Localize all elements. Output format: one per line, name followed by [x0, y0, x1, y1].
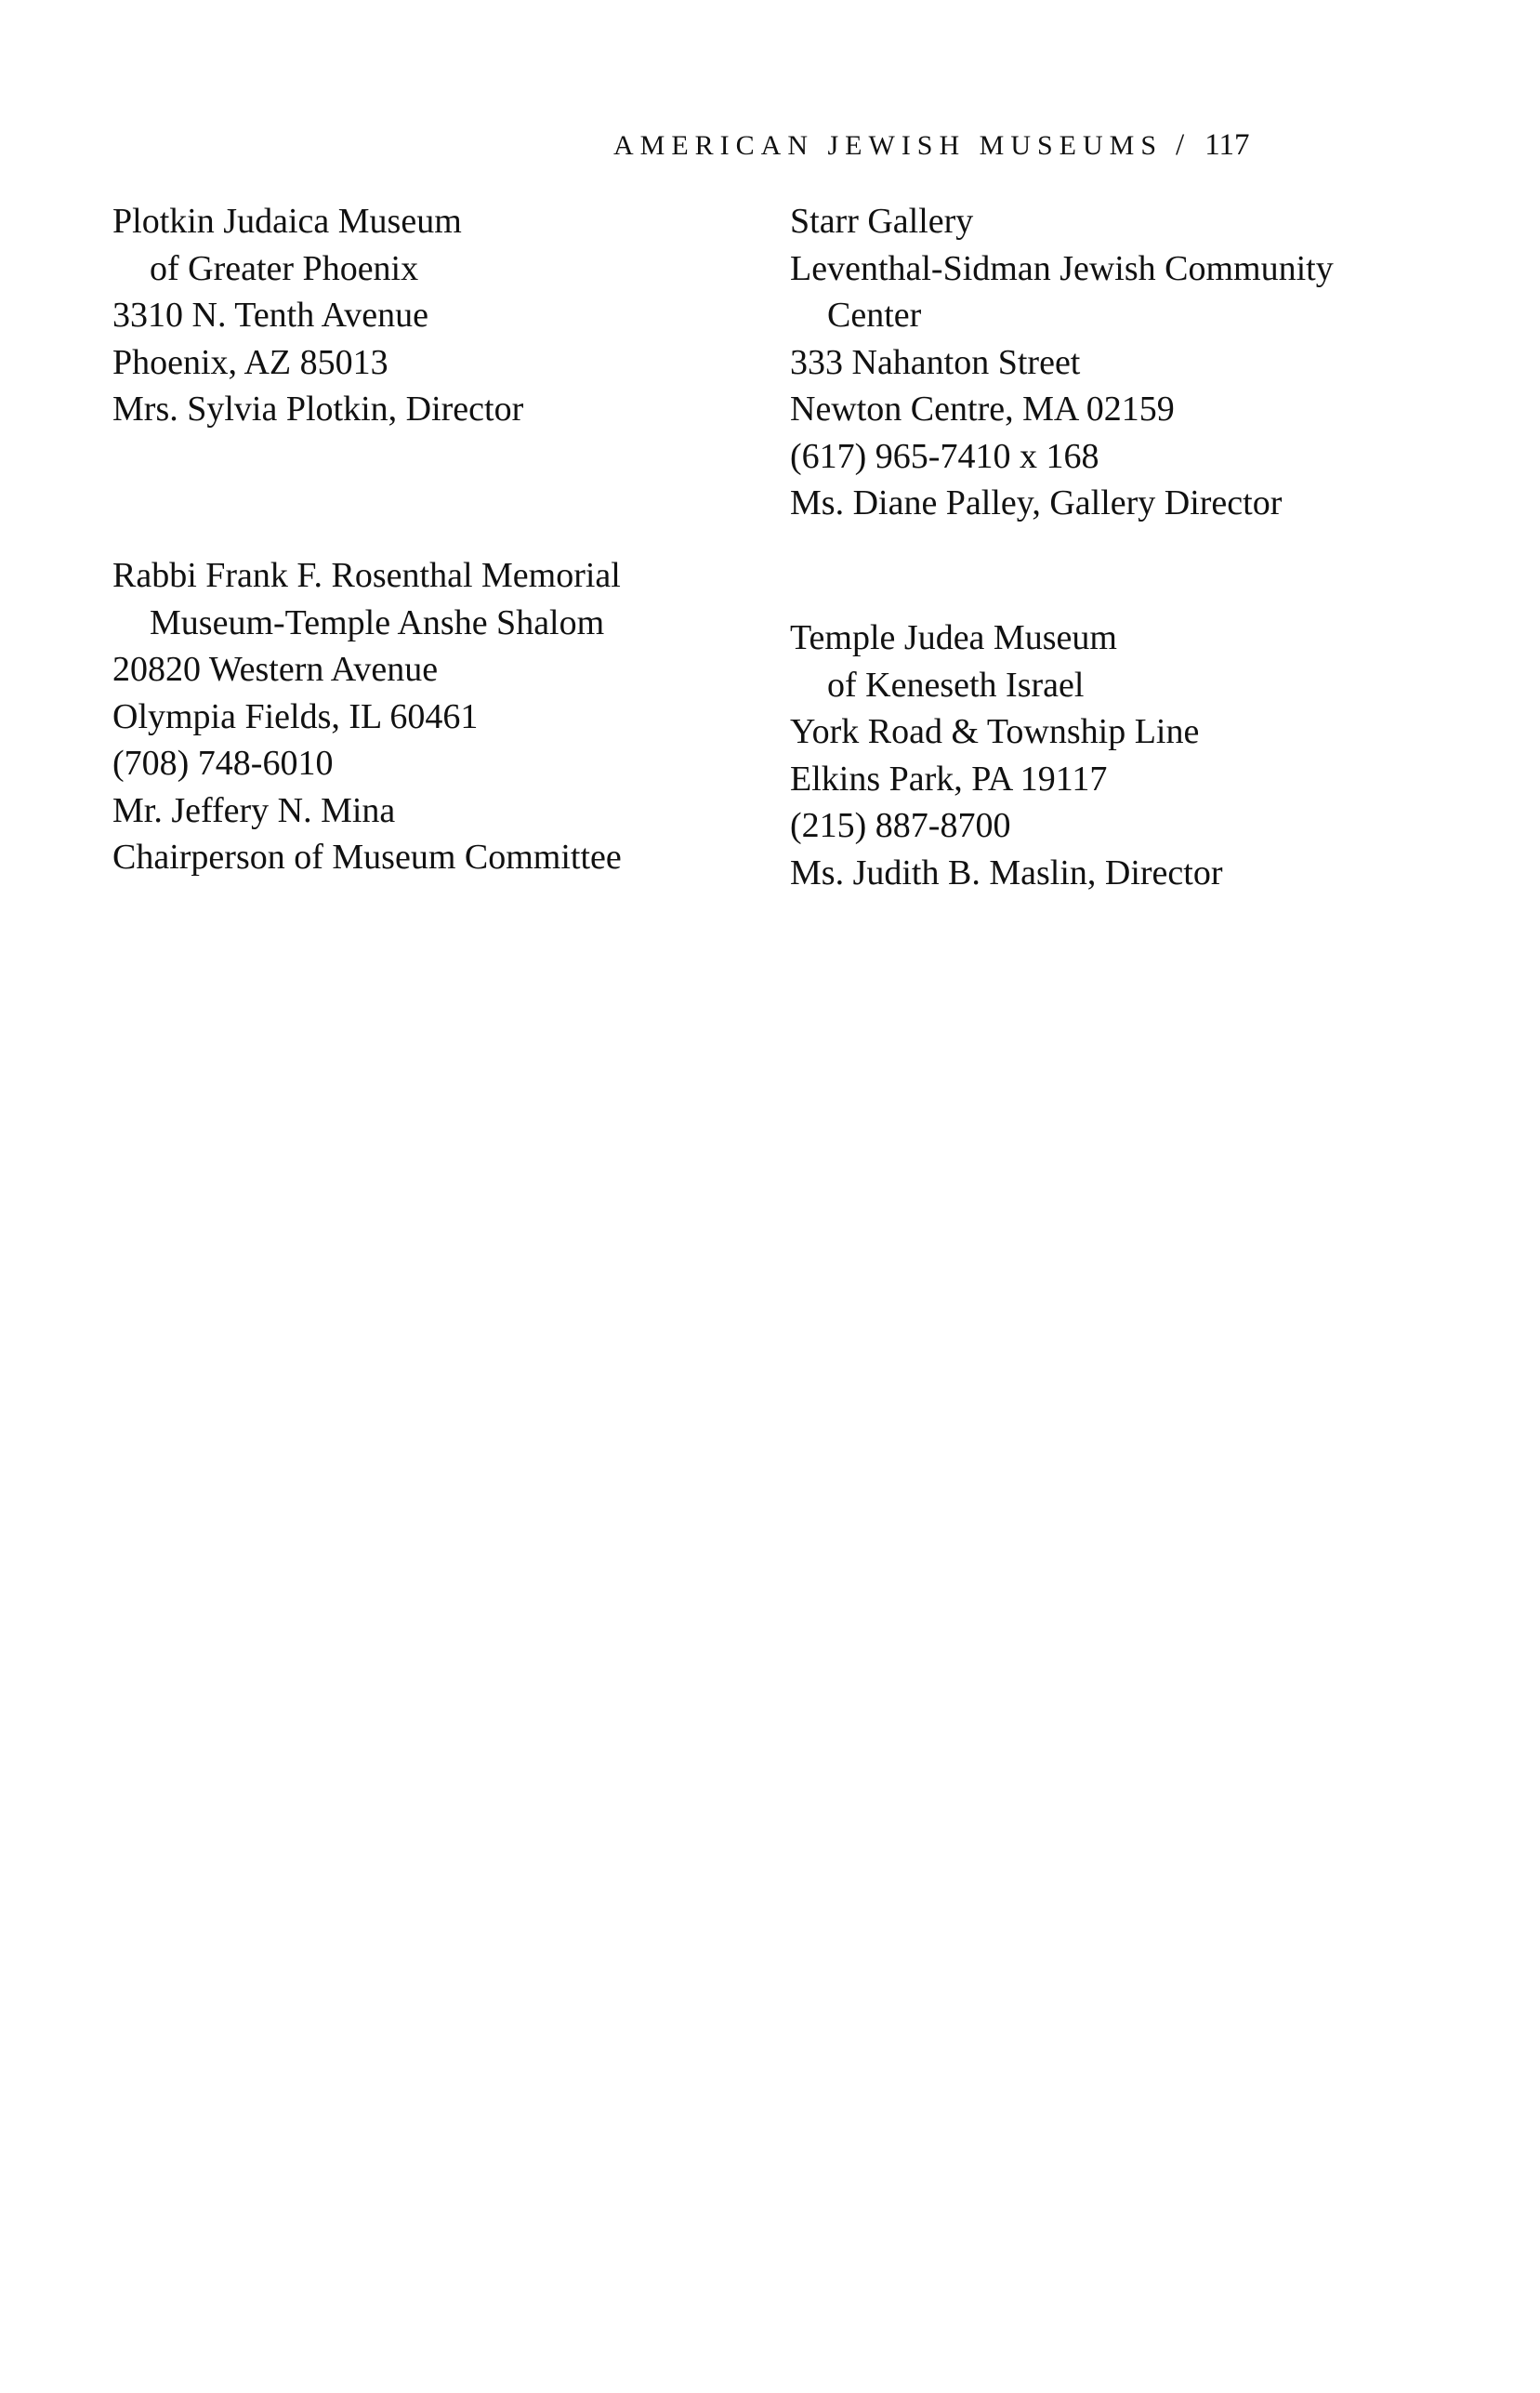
contact-person: Mrs. Sylvia Plotkin, Director: [112, 390, 524, 429]
museum-entry-plotkin: [112, 198, 523, 433]
street-address: 3310 N. Tenth Avenue: [112, 296, 428, 335]
city-state-zip: Phoenix, AZ 85013: [112, 342, 388, 382]
museum-name: Starr Gallery: [790, 202, 974, 241]
museum-name-continued: Center: [827, 296, 922, 335]
city-state-zip: Olympia Fields, IL 60461: [112, 696, 479, 736]
museum-name: Temple Judea Museum: [790, 618, 1117, 657]
museum-name: Rabbi Frank F. Rosenthal Memorial: [112, 556, 621, 595]
city-state-zip: Newton Centre, MA 02159: [790, 390, 1175, 429]
street-address: York Road & Township Line: [790, 712, 1200, 751]
phone-number: (215) 887-8700: [790, 806, 1011, 845]
museum-name: Plotkin Judaica Museum: [112, 202, 462, 241]
phone-number: (708) 748-6010: [112, 744, 334, 783]
street-address: 20820 Western Avenue: [112, 650, 439, 689]
museum-name-continued: Museum-Temple Anshe Shalom: [150, 602, 605, 642]
museum-name-continued: of Greater Phoenix: [150, 248, 419, 288]
page-number: 117: [1204, 128, 1250, 162]
museum-name-continued: of Keneseth Israel: [827, 665, 1085, 705]
contact-person: Ms. Judith B. Maslin, Director: [790, 853, 1223, 892]
museum-entry-judea: [790, 615, 1222, 896]
phone-number: (617) 965-7410 x 168: [790, 436, 1099, 476]
museum-entry-starr: [790, 198, 1334, 527]
museum-entry-rosenthal: [112, 552, 622, 881]
contact-person: Ms. Diane Palley, Gallery Director: [790, 483, 1283, 522]
contact-title: Chairperson of Museum Committee: [112, 838, 622, 877]
contact-person: Mr. Jeffery N. Mina: [112, 790, 396, 830]
running-head-separator: /: [1176, 128, 1185, 162]
street-address: 333 Nahanton Street: [790, 342, 1081, 382]
museum-name-continued: Leventhal-Sidman Jewish Community: [790, 248, 1334, 288]
city-state-zip: Elkins Park, PA 19117: [790, 759, 1108, 799]
running-head: [613, 126, 1250, 165]
running-title: AMERICAN JEWISH MUSEUMS: [613, 130, 1164, 161]
